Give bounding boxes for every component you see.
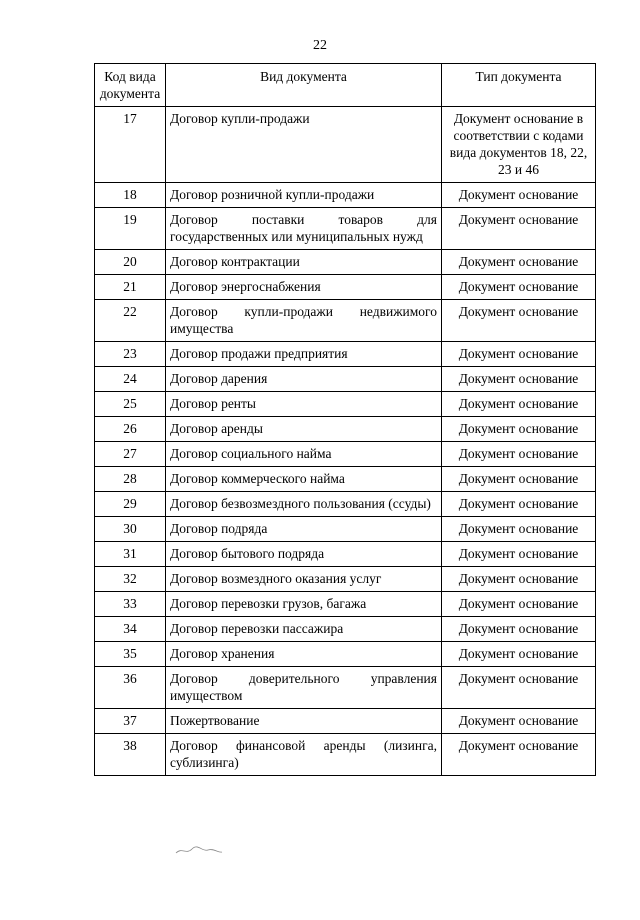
table-row xyxy=(95,542,596,567)
table-row xyxy=(95,367,596,392)
table-row xyxy=(95,417,596,442)
document-type-cell: Документ основание xyxy=(442,442,596,467)
document-type-cell: Документ основание xyxy=(442,467,596,492)
header-type: Тип документа xyxy=(442,64,596,107)
document-type-cell: Документ основание xyxy=(442,617,596,642)
code-cell: 21 xyxy=(95,275,166,300)
document-name-cell: Договор подряда xyxy=(166,517,442,542)
table-row xyxy=(95,342,596,367)
code-cell: 31 xyxy=(95,542,166,567)
document-name-cell: Договор возмездного оказания услуг xyxy=(166,567,442,592)
table-row xyxy=(95,250,596,275)
table-row xyxy=(95,208,596,250)
code-cell: 18 xyxy=(95,183,166,208)
document-type-cell: Документ основание xyxy=(442,642,596,667)
table-row xyxy=(95,667,596,709)
table-row xyxy=(95,734,596,776)
code-cell: 34 xyxy=(95,617,166,642)
document-type-cell: Документ основание xyxy=(442,709,596,734)
document-name-cell: Договор поставки товаров для государственных или муниципальных нужд xyxy=(166,208,442,250)
header-code: Код вида документа xyxy=(95,64,166,107)
code-cell: 29 xyxy=(95,492,166,517)
document-name-cell: Договор купли-продажи xyxy=(166,107,442,183)
table-row xyxy=(95,709,596,734)
code-cell: 26 xyxy=(95,417,166,442)
code-cell: 17 xyxy=(95,107,166,183)
table-row xyxy=(95,617,596,642)
table-row xyxy=(95,467,596,492)
table-row xyxy=(95,642,596,667)
document-name-cell: Договор купли-продажи недвижимого имущества xyxy=(166,300,442,342)
document-type-cell: Документ основание xyxy=(442,342,596,367)
code-cell: 36 xyxy=(95,667,166,709)
document-name-cell: Договор доверительного управления имуществом xyxy=(166,667,442,709)
table-row xyxy=(95,592,596,617)
code-cell: 27 xyxy=(95,442,166,467)
document-name-cell: Договор розничной купли-продажи xyxy=(166,183,442,208)
document-codes-table xyxy=(94,63,596,776)
page-number: 22 xyxy=(313,38,327,53)
document-name-cell: Договор социального найма xyxy=(166,442,442,467)
document-name-cell: Договор контрактации xyxy=(166,250,442,275)
table-row xyxy=(95,300,596,342)
table-row xyxy=(95,275,596,300)
code-cell: 25 xyxy=(95,392,166,417)
document-name-cell: Договор перевозки пассажира xyxy=(166,617,442,642)
document-name-cell: Договор аренды xyxy=(166,417,442,442)
document-type-cell: Документ основание xyxy=(442,417,596,442)
code-cell: 20 xyxy=(95,250,166,275)
table-row xyxy=(95,567,596,592)
table-row xyxy=(95,492,596,517)
code-cell: 38 xyxy=(95,734,166,776)
table-body xyxy=(95,107,596,776)
code-cell: 35 xyxy=(95,642,166,667)
document-type-cell: Документ основание xyxy=(442,275,596,300)
document-name-cell: Договор ренты xyxy=(166,392,442,417)
document-type-cell: Документ основание xyxy=(442,492,596,517)
code-cell: 33 xyxy=(95,592,166,617)
code-cell: 19 xyxy=(95,208,166,250)
document-name-cell: Договор дарения xyxy=(166,367,442,392)
code-cell: 30 xyxy=(95,517,166,542)
document-type-cell: Документ основание xyxy=(442,567,596,592)
document-name-cell: Договор безвозмездного пользования (ссуды) xyxy=(166,492,442,517)
document-name-cell: Договор энергоснабжения xyxy=(166,275,442,300)
document-type-cell: Документ основание xyxy=(442,300,596,342)
document-name-cell: Договор продажи предприятия xyxy=(166,342,442,367)
code-cell: 28 xyxy=(95,467,166,492)
document-name-cell: Договор финансовой аренды (лизинга, сублизинга) xyxy=(166,734,442,776)
table-header-row xyxy=(95,64,596,107)
header-name: Вид документа xyxy=(166,64,442,107)
pen-mark xyxy=(174,843,224,857)
code-cell: 37 xyxy=(95,709,166,734)
table-row xyxy=(95,392,596,417)
document-name-cell: Договор коммерческого найма xyxy=(166,467,442,492)
table-row xyxy=(95,442,596,467)
document-type-cell: Документ основание xyxy=(442,517,596,542)
document-type-cell: Документ основание xyxy=(442,367,596,392)
document-type-cell: Документ основание xyxy=(442,667,596,709)
code-cell: 24 xyxy=(95,367,166,392)
document-name-cell: Договор хранения xyxy=(166,642,442,667)
code-cell: 32 xyxy=(95,567,166,592)
document-type-cell: Документ основание xyxy=(442,208,596,250)
table-row xyxy=(95,183,596,208)
document-type-cell: Документ основание xyxy=(442,592,596,617)
document-name-cell: Пожертвование xyxy=(166,709,442,734)
document-type-cell: Документ основание xyxy=(442,250,596,275)
table-row xyxy=(95,517,596,542)
document-type-cell: Документ основание xyxy=(442,734,596,776)
document-type-cell: Документ основание xyxy=(442,542,596,567)
document-type-cell: Документ основание xyxy=(442,183,596,208)
table-row xyxy=(95,107,596,183)
document-type-cell: Документ основание в соответствии с кодами вида документов 18, 22, 23 и 46 xyxy=(442,107,596,183)
document-name-cell: Договор бытового подряда xyxy=(166,542,442,567)
code-cell: 23 xyxy=(95,342,166,367)
document-name-cell: Договор перевозки грузов, багажа xyxy=(166,592,442,617)
document-type-cell: Документ основание xyxy=(442,392,596,417)
code-cell: 22 xyxy=(95,300,166,342)
